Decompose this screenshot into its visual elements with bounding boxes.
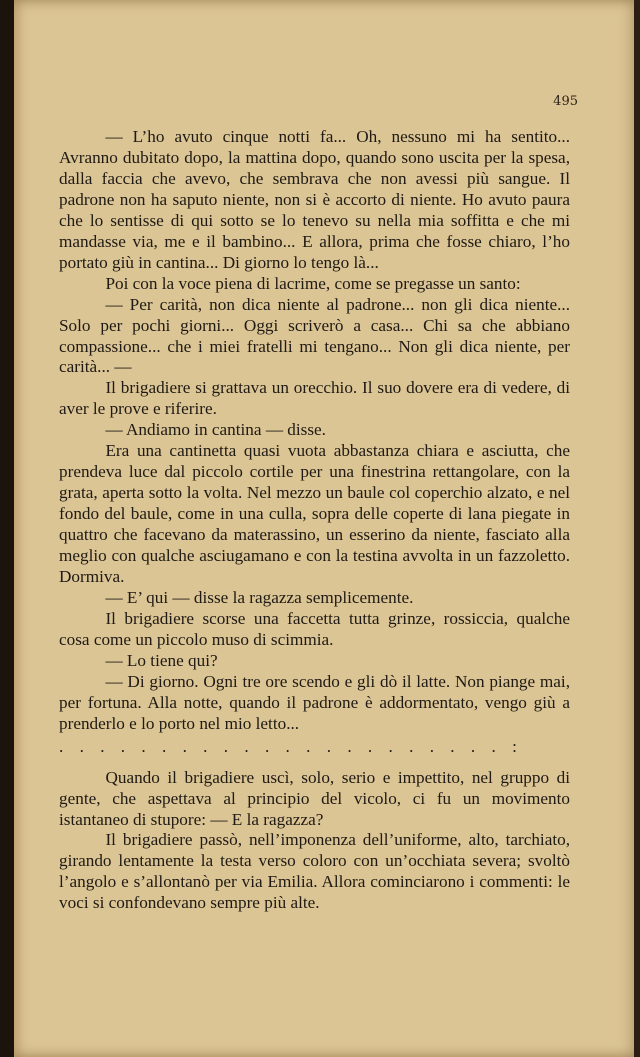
paragraph: Il brigadiere si grattava un orecchio. Il suo dovere era di vedere, di aver le prove e riferire. bbox=[59, 378, 570, 419]
paragraph: — Lo tiene qui? bbox=[105, 650, 218, 670]
page-number: 495 bbox=[553, 94, 578, 109]
paragraph: — L’ho avuto cinque notti fa... Oh, nessuno mi ha sentito... Avranno dubitato dopo, la mattina dopo, quando sono uscita per la spesa, dalla faccia che avevo, che sembrava che non avessi più sangue. Il padrone non ha saputo niente, non si è accorto di niente. Ho avuto paura che lo sentisse di qui sotto se lo tenevo su nella mia soffitta e che mi mandasse via, me e il bambino... E allora, prima che fosse chiaro, l’ho portato giù in cantina... Di giorno lo tengo là... bbox=[59, 127, 570, 272]
paragraph: Il brigadiere scorse una faccetta tutta grinze, rossiccia, qualche cosa come un piccolo muso di scimmia. bbox=[59, 608, 570, 649]
paragraph: Il brigadiere passò, nell’imponenza dell’uniforme, alto, tarchiato, girando lentamente la testa verso coloro con un’occhiata severa; svoltò l’angolo e s’allontanò per via Emilia. Allora cominciarono i commenti: le voci si confondevano sempre più alte. bbox=[59, 830, 570, 913]
paragraph: — Per carità, non dica niente al padrone... non gli dica niente... Solo per pochi giorni... Oggi scriverò a casa... Chi sa che abbiano compassione... che i miei fratelli mi tengano... Non gli dica niente, per carità... — bbox=[59, 294, 570, 377]
body-text bbox=[59, 127, 570, 914]
section-break-dots: . . . . . . . . . . . . . . . . . . . . . . : bbox=[59, 736, 523, 756]
paragraph: Era una cantinetta quasi vuota abbastanza chiara e asciutta, che prendeva luce dal piccolo cortile per una finestrina rettangolare, con la grata, aperta sotto la volta. Nel mezzo un baule col coperchio alzato, e nel fondo del baule, come in una culla, sopra delle coperte di lana piegate in quattro che facevano da materassino, un esserino da niente, fasciato alla meglio con qualche asciugamano e con la testina avvolta in un fazzoletto. Dormiva. bbox=[59, 441, 570, 587]
paragraph: Poi con la voce piena di lacrime, come se pregasse un santo: bbox=[105, 273, 521, 293]
page-edge bbox=[634, 0, 640, 1057]
book-page bbox=[14, 0, 640, 1057]
paragraph: — Di giorno. Ogni tre ore scendo e gli dò il latte. Non piange mai, per fortuna. Alla notte, quando il padrone è addormentato, vengo giù a prenderlo e lo porto nel mio letto... bbox=[59, 671, 570, 733]
paragraph: Quando il brigadiere uscì, solo, serio e impettito, nel gruppo di gente, che aspettava al principio del vicolo, ci fu un movimento istantaneo di stupore: — E la ragazza? bbox=[59, 767, 570, 829]
paragraph: — Andiamo in cantina — disse. bbox=[105, 420, 326, 440]
paragraph: — E’ qui — disse la ragazza semplicemente. bbox=[105, 587, 414, 607]
